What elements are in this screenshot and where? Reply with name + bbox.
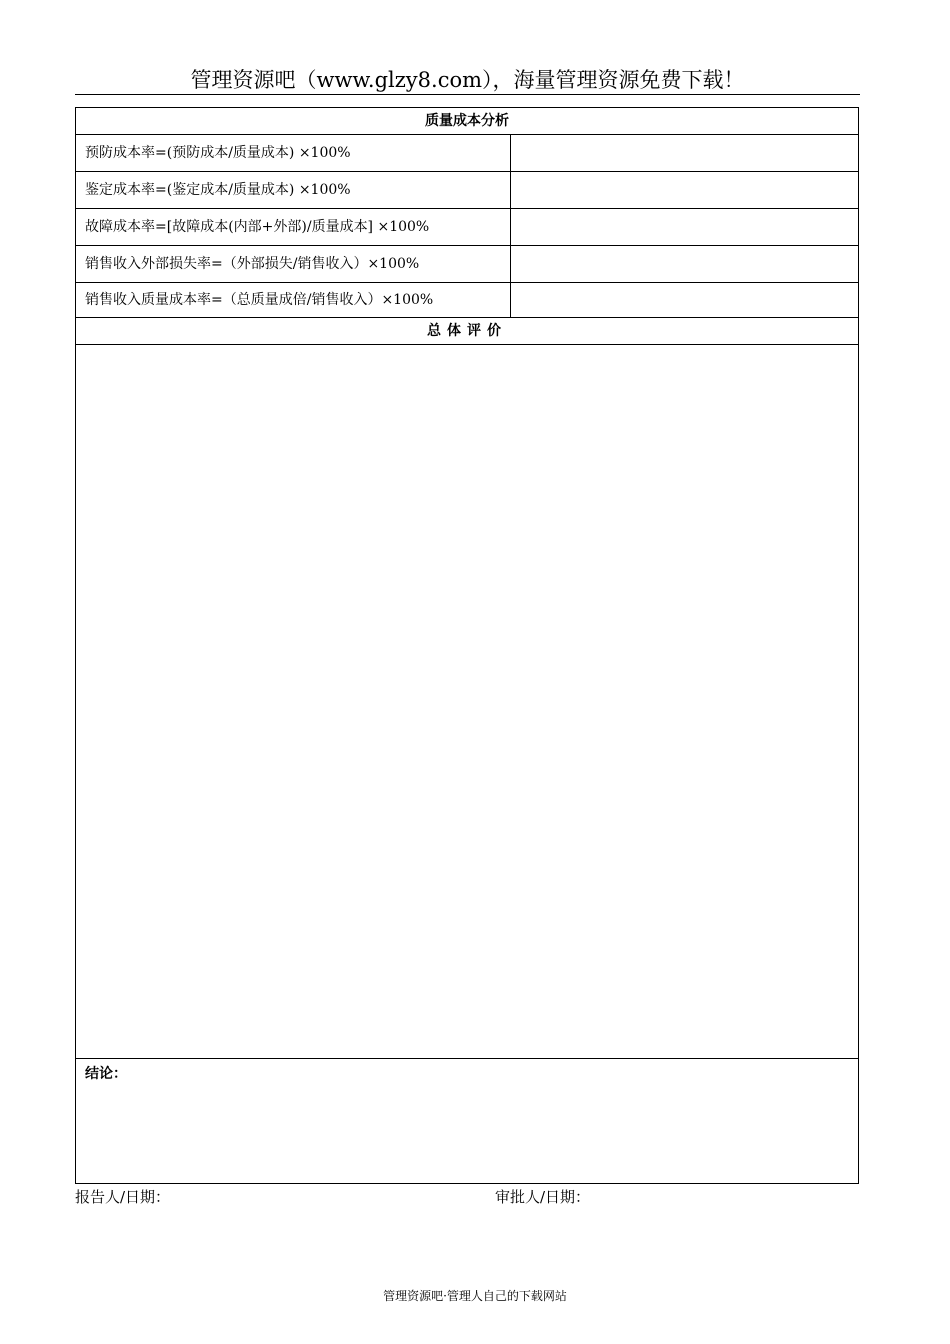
approver-date-field: 审批人/日期： [495, 1188, 591, 1206]
failure-cost-rate-label: 故障成本率=[故障成本(内部+外部)/质量成本] ×100% [76, 209, 511, 245]
table-row [76, 209, 858, 246]
appraisal-cost-rate-label: 鉴定成本率=(鉴定成本/质量成本) ×100% [76, 172, 511, 208]
reporter-date-field: 报告人/日期： [75, 1188, 171, 1206]
header-divider [75, 94, 860, 95]
table-row [76, 135, 858, 172]
table-row [76, 246, 858, 283]
conclusion-label: 结论： [85, 1066, 127, 1082]
table-row [76, 282, 858, 318]
quality-cost-rate-value[interactable] [511, 282, 858, 317]
appraisal-cost-rate-value[interactable] [511, 172, 858, 208]
prevention-cost-rate-value[interactable] [511, 135, 858, 171]
evaluation-heading: 总体评价 [76, 318, 858, 345]
failure-cost-rate-value[interactable] [511, 209, 858, 245]
prevention-cost-rate-label: 预防成本率=(预防成本/质量成本) ×100% [76, 135, 511, 171]
evaluation-area[interactable] [76, 345, 858, 1059]
page-header: 管理资源吧（www.glzy8.com），海量管理资源免费下载！ [190, 68, 745, 92]
external-loss-rate-value[interactable] [511, 246, 858, 282]
conclusion-area[interactable] [76, 1059, 858, 1183]
external-loss-rate-label: 销售收入外部损失率=（外部损失/销售收入）×100% [76, 246, 511, 282]
table-row [76, 172, 858, 209]
table-title: 质量成本分析 [76, 108, 858, 135]
page-footer: 管理资源吧·管理人自己的下载网站 [383, 1289, 567, 1303]
quality-cost-table [75, 107, 859, 1184]
quality-cost-rate-label: 销售收入质量成本率=（总质量成倍/销售收入）×100% [76, 282, 511, 317]
